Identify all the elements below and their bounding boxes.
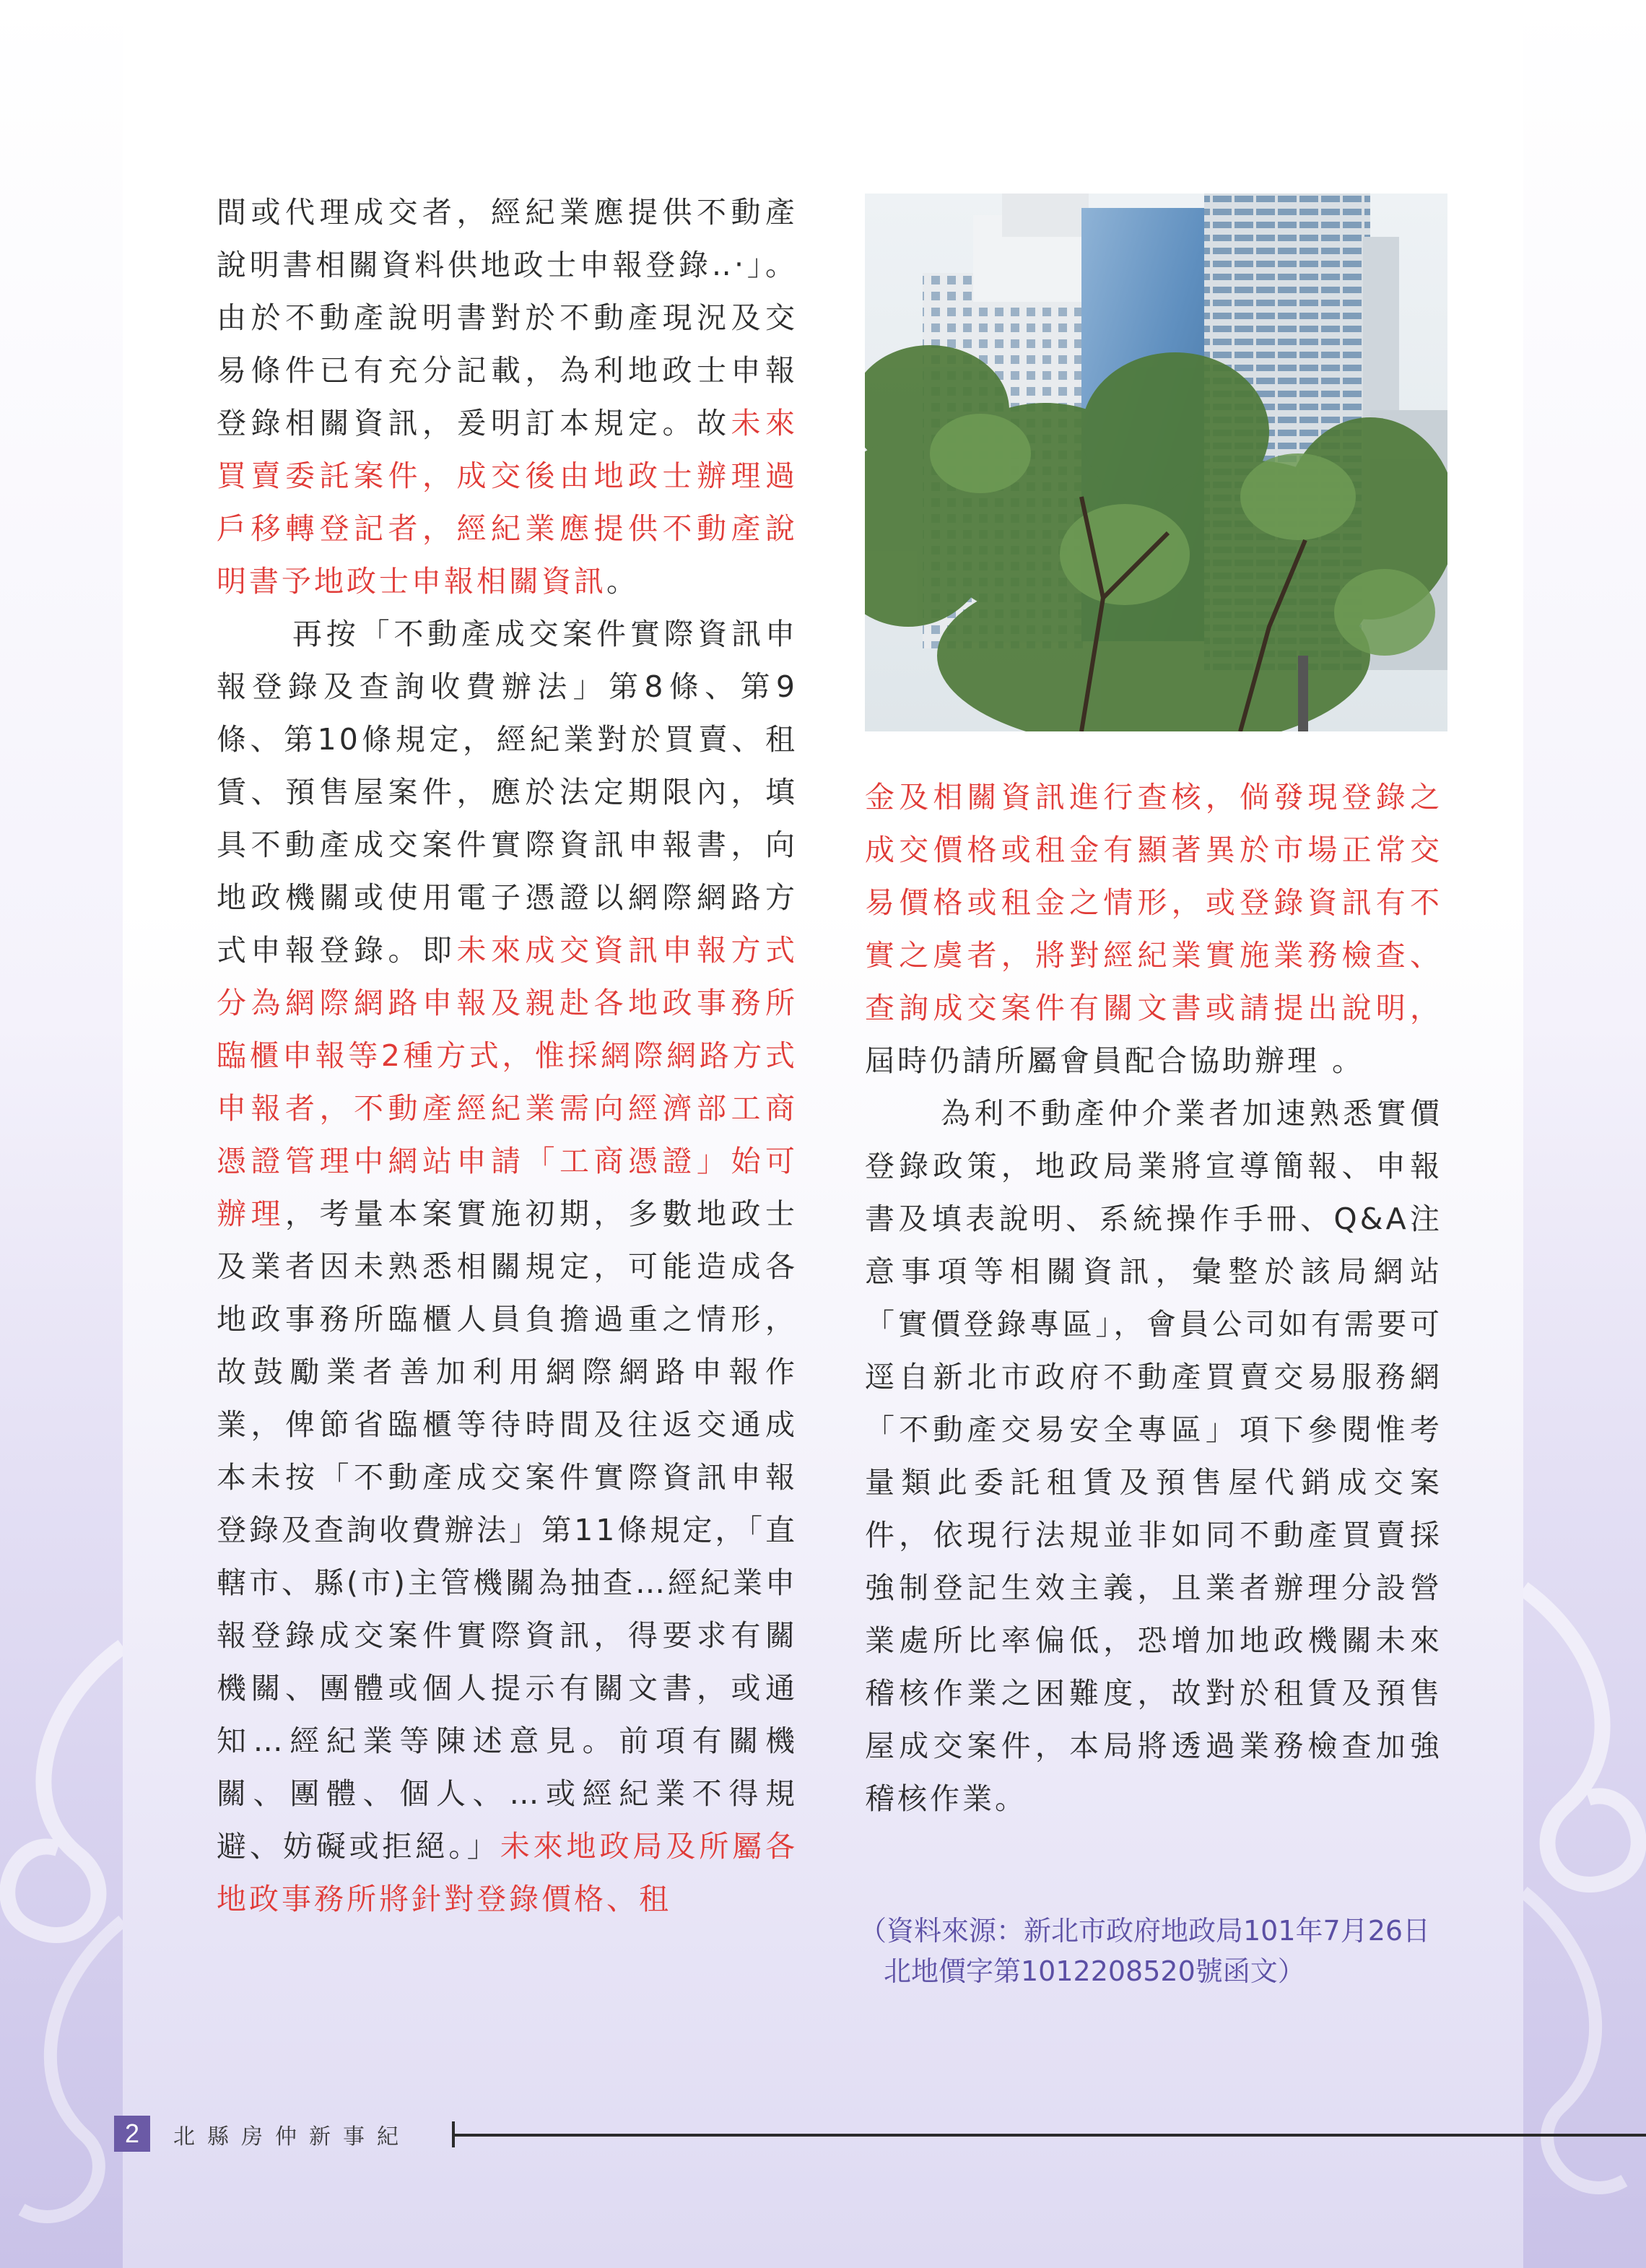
left-decorative-band — [0, 0, 123, 2268]
source-citation — [859, 1911, 1451, 1991]
paragraph — [865, 771, 1442, 1087]
text-run: 再按「不動產成交案件實際資訊申報登錄及查詢收費辦法」第8條、第9條、第10條規定，經紀業對於買賣、租賃、預售屋案件，應於法定期限內，填具不動產成交案件實際資訊申報書，向地政機關或使用電子憑證以網際網路方式申報登錄。即 — [217, 617, 798, 968]
highlighted-text: 未來地政局及所屬各地政事務所將針對登錄價格、租 — [217, 1829, 798, 1916]
building-photo — [865, 194, 1447, 731]
right-decorative-band — [1523, 0, 1646, 2268]
highlighted-text: 未來買賣委託案件，成交後由地政士辦理過戶移轉登記者，經紀業應提供不動產說明書予地政士申報相關資訊 — [217, 406, 798, 599]
left-swirl-ornament — [0, 1617, 123, 2267]
paragraph — [865, 1087, 1442, 1825]
paragraph — [217, 186, 798, 608]
text-run: ，考量本案實施初期，多數地政士及業者因未熟悉相關規定，可能造成各地政事務所臨櫃人員負擔過重之情形，故鼓勵業者善加利用網際網路申報作業，俾節省臨櫃等待時間及往返交通成本未按「不動產成交案件實際資訊申報登錄及查詢收費辦法」第11條規定，「直轄市、縣(市)主管機關為抽查…經紀業申報登錄成交案件實際資訊，得要求有關機關、團體或個人提示有關文書，或通知…經紀業等陳述意見。前項有關機關、團體、個人、…或經紀業不得規避、妨礙或拒絕。」 — [217, 1196, 798, 1864]
paragraph — [217, 608, 798, 1926]
magazine-title: 北縣房仲新事紀 — [173, 2124, 411, 2150]
right-text-column — [865, 771, 1442, 1825]
text-run: 間或代理成交者，經紀業應提供不動產說明書相關資料供地政士申報登錄‥‧」。由於不動產說明書對於不動產現況及交易條件已有充分記載，為利地政士申報登錄相關資訊，爰明訂本規定。故 — [217, 195, 798, 440]
text-run: 為利不動產仲介業者加速熟悉實價登錄政策，地政局業將宣導簡報、申報書及填表說明、系統操作手冊、Q&A注意事項等相關資訊，彙整於該局網站「實價登錄專區」，會員公司如有需要可逕自新北市政府不動產買賣交易服務網 「不動產交易安全專區」項下參閱惟考量類此委託租賃及預售屋代銷成交案件，依現行法規並非如同不動產買賣採強制登記生效主義，且業者辦理分設營業處所比率偏低，恐增加地政機關未來稽核作業之困難度，故對於租賃及預售屋成交案件，本局將透過業務檢查加強稽核作業。 — [865, 1096, 1442, 1816]
text-run: 。 — [606, 564, 639, 599]
right-swirl-ornament — [1523, 1545, 1646, 2267]
highlighted-text: 金及相關資訊進行查核，倘發現登錄之成交價格或租金有顯著異於市場正常交易價格或租金之情形，或登錄資訊有不實之虞者，將對經紀業實施業務檢查、查詢成交案件有關文書或請提出說明， — [865, 780, 1442, 1025]
left-text-column — [217, 186, 798, 1926]
source-line: 北地價字第1012208520號函文） — [884, 1955, 1305, 1987]
page-footer — [0, 2108, 1646, 2159]
footer-rule — [452, 2134, 1646, 2137]
source-line: （資料來源：新北市政府地政局101年7月26日 — [859, 1915, 1431, 1947]
page-number: 2 — [114, 2116, 150, 2152]
building-photo-illustration — [865, 194, 1447, 731]
highlighted-text: 未來成交資訊申報方式分為網際網路申報及親赴各地政事務所臨櫃申報等2種方式，惟採網際網路方式申報者，不動產經紀業需向經濟部工商憑證管理中網站申請「工商憑證」始可辦理 — [217, 933, 798, 1231]
text-run: 屆時仍請所屬會員配合協助辦理 。 — [865, 1043, 1365, 1078]
